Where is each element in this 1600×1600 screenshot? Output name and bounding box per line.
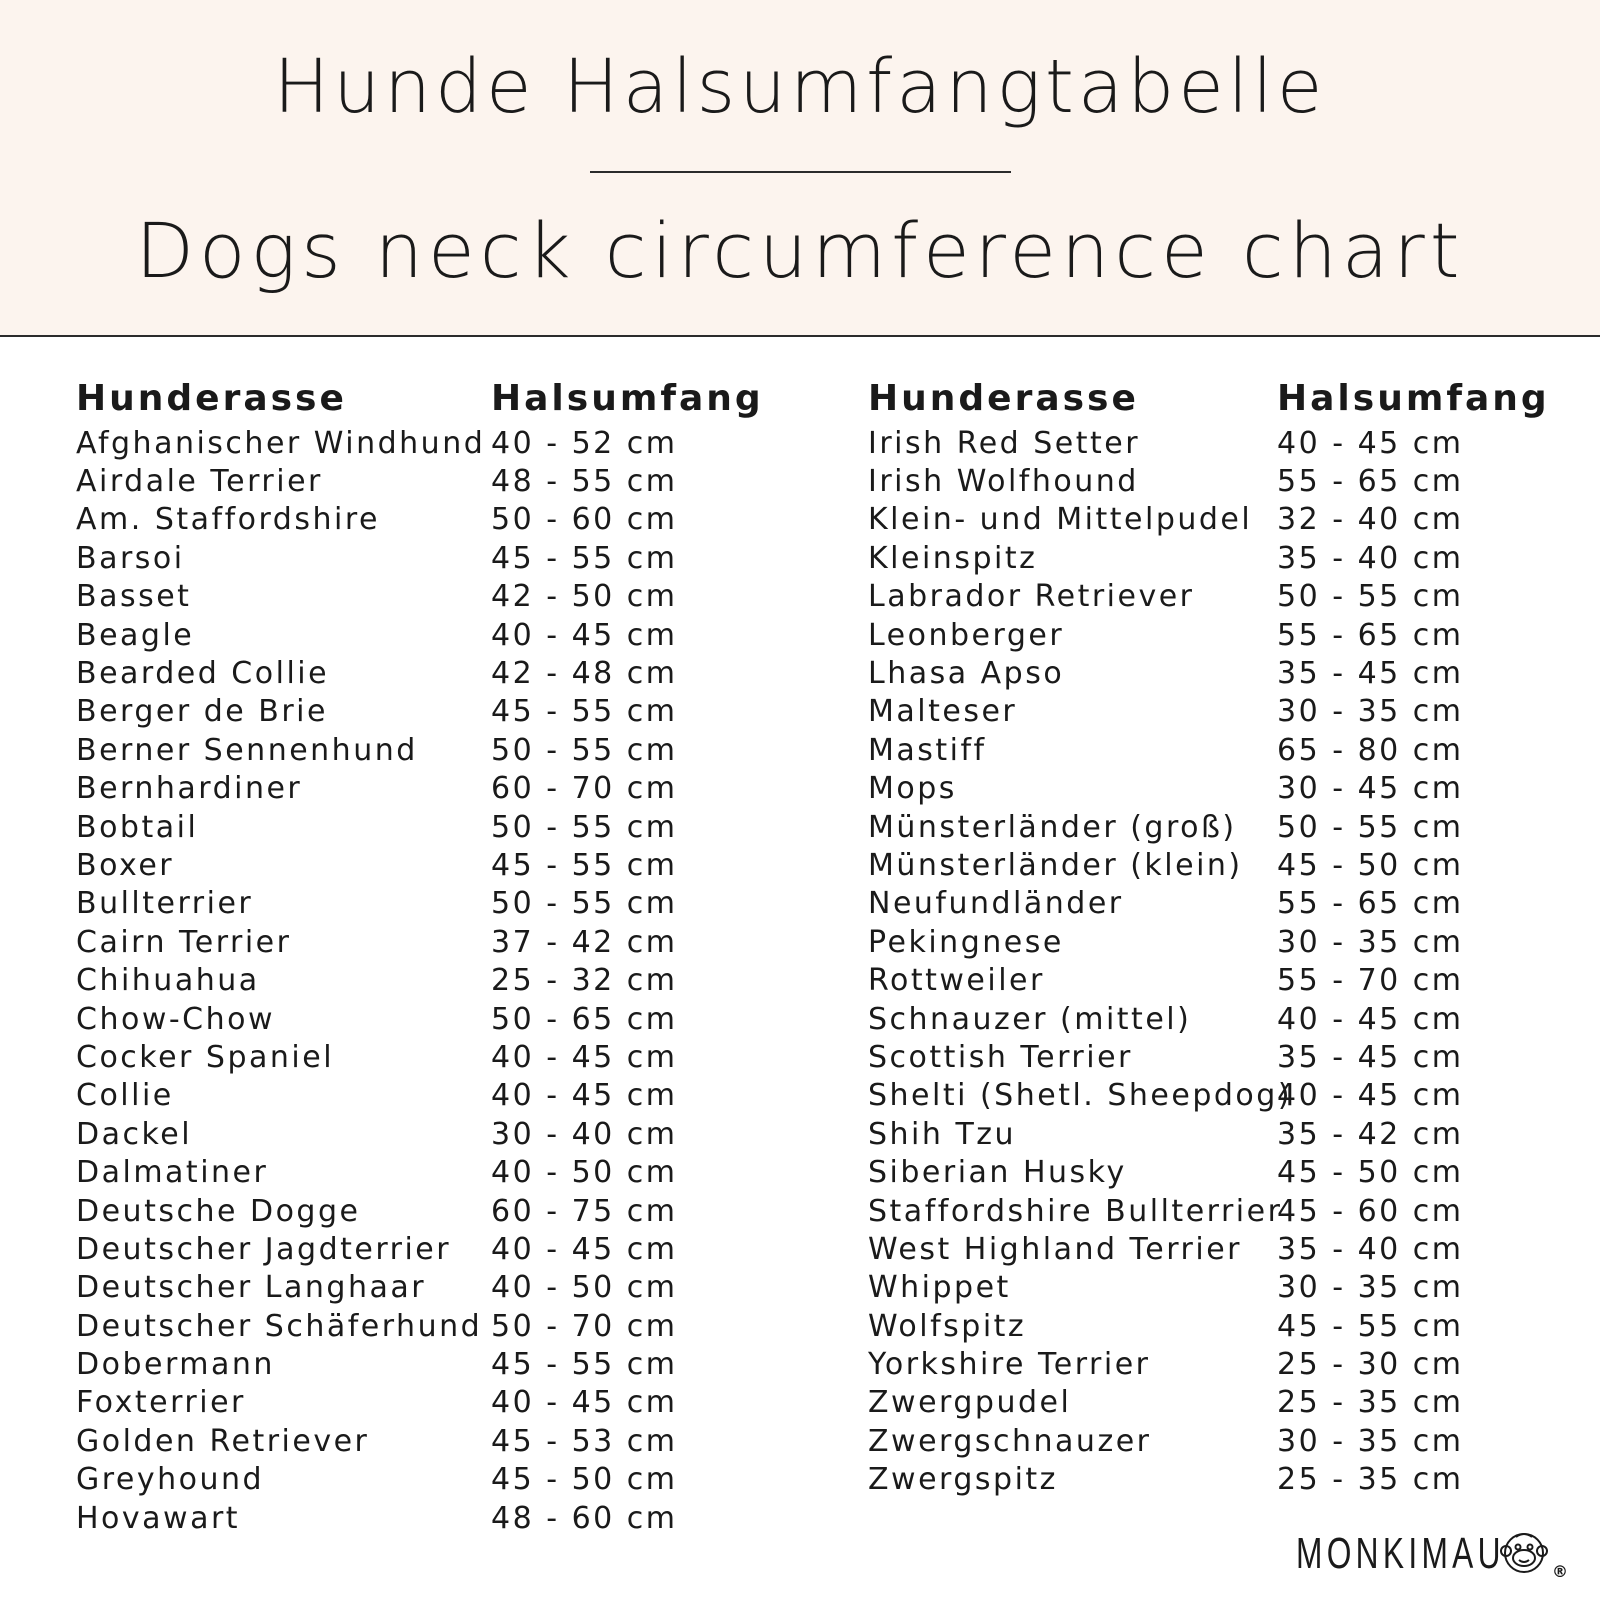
neck-range: 50 - 70 cm [491, 1308, 678, 1344]
neck-range: 40 - 45 cm [491, 1231, 678, 1267]
table-header [868, 372, 1577, 424]
neck-range: 60 - 70 cm [491, 771, 678, 807]
neck-range: 37 - 42 cm [491, 924, 678, 960]
breed-name: Deutsche Dogge [76, 1193, 361, 1229]
table-row [76, 808, 791, 846]
table-row [868, 1038, 1577, 1076]
table-row [868, 1307, 1577, 1345]
breed-name: Am. Staffordshire [76, 502, 380, 538]
neck-range: 30 - 35 cm [1277, 694, 1464, 730]
neck-range: 40 - 45 cm [1277, 1001, 1464, 1037]
breed-name: Leonberger [868, 617, 1065, 653]
breed-name: Mastiff [868, 732, 987, 768]
breed-name: Hovawart [76, 1500, 241, 1536]
registered-mark: ® [1552, 1562, 1568, 1581]
table-row [76, 731, 791, 769]
breed-name: Dobermann [76, 1347, 275, 1383]
neck-range: 60 - 75 cm [491, 1193, 678, 1229]
neck-range: 30 - 35 cm [1277, 1270, 1464, 1306]
table-row [868, 885, 1577, 923]
neck-column-header: Halsumfang [1277, 377, 1550, 419]
neck-range: 65 - 80 cm [1277, 732, 1464, 768]
breed-name: Irish Red Setter [868, 425, 1141, 461]
breed-name: Greyhound [76, 1462, 265, 1498]
table-row [868, 501, 1577, 539]
title-german: Hunde Halsumfangtabelle [273, 44, 1327, 130]
breed-name: Staffordshire Bullterrier [868, 1193, 1283, 1229]
neck-range: 25 - 32 cm [491, 963, 678, 999]
breed-name: Labrador Retriever [868, 579, 1195, 615]
neck-range: 40 - 45 cm [491, 1078, 678, 1114]
monkey-face-icon [1500, 1527, 1568, 1581]
table-row [868, 462, 1577, 500]
breed-name: Chow-Chow [76, 1001, 276, 1037]
neck-range: 40 - 50 cm [491, 1270, 678, 1306]
breed-name: Whippet [868, 1270, 1011, 1306]
table-row [76, 1077, 791, 1115]
breed-name: Klein- und Mittelpudel [868, 502, 1253, 538]
table-row [76, 424, 791, 462]
table-row [76, 1269, 791, 1307]
neck-range: 55 - 65 cm [1277, 886, 1464, 922]
table-row [76, 1115, 791, 1153]
breed-name: Cairn Terrier [76, 924, 292, 960]
breed-name: Boxer [76, 847, 175, 883]
table-row [868, 424, 1577, 462]
table-row [868, 1153, 1577, 1191]
breed-name: Schnauzer (mittel) [868, 1001, 1192, 1037]
neck-range: 30 - 35 cm [1277, 924, 1464, 960]
neck-range: 50 - 55 cm [491, 732, 678, 768]
neck-range: 25 - 30 cm [1277, 1347, 1464, 1383]
breed-name: Deutscher Langhaar [76, 1270, 427, 1306]
neck-range: 35 - 40 cm [1277, 540, 1464, 576]
neck-range: 50 - 55 cm [491, 886, 678, 922]
neck-range: 40 - 45 cm [1277, 425, 1464, 461]
table-header [76, 372, 791, 424]
neck-range: 48 - 60 cm [491, 1500, 678, 1536]
breed-name: Berner Sennenhund [76, 732, 418, 768]
table-row [868, 923, 1577, 961]
neck-range: 40 - 50 cm [491, 1155, 678, 1191]
breed-name: Wolfspitz [868, 1308, 1027, 1344]
breed-name: Deutscher Jagdterrier [76, 1231, 452, 1267]
table-row [76, 1384, 791, 1422]
breed-name: Dackel [76, 1116, 193, 1152]
neck-range: 45 - 60 cm [1277, 1193, 1464, 1229]
neck-range: 40 - 52 cm [491, 425, 678, 461]
breed-name: Berger de Brie [76, 694, 328, 730]
table-row [76, 923, 791, 961]
table-row [76, 961, 791, 999]
title-english: Dogs neck circumference chart [135, 206, 1465, 295]
neck-range: 40 - 45 cm [491, 1385, 678, 1421]
table-row [868, 1192, 1577, 1230]
table-row [76, 578, 791, 616]
neck-range: 45 - 50 cm [1277, 847, 1464, 883]
table-row [868, 578, 1577, 616]
breed-name: Neufundländer [868, 886, 1124, 922]
brand-wordmark: MONKIMAU [1296, 1529, 1505, 1578]
table-row [868, 961, 1577, 999]
neck-range: 45 - 50 cm [1277, 1155, 1464, 1191]
table-row [76, 462, 791, 500]
neck-range: 35 - 40 cm [1277, 1231, 1464, 1267]
table-row [868, 1077, 1577, 1115]
table-row [868, 1000, 1577, 1038]
breed-name: Rottweiler [868, 963, 1045, 999]
breed-name: Bearded Collie [76, 656, 330, 692]
neck-range: 50 - 60 cm [491, 502, 678, 538]
neck-range: 35 - 45 cm [1277, 656, 1464, 692]
table-row [76, 846, 791, 884]
table-left [76, 372, 791, 1537]
table-row [76, 1230, 791, 1268]
neck-range: 45 - 55 cm [491, 847, 678, 883]
breed-name: Deutscher Schäferhund [76, 1308, 483, 1344]
table-row [868, 1230, 1577, 1268]
breed-name: Yorkshire Terrier [868, 1347, 1151, 1383]
breed-name: Cocker Spaniel [76, 1039, 335, 1075]
breed-name: Foxterrier [76, 1385, 246, 1421]
table-row [868, 731, 1577, 769]
breed-name: Airdale Terrier [76, 464, 323, 500]
breed-name: Collie [76, 1078, 174, 1114]
breed-name: Afghanischer Windhund [76, 425, 486, 461]
table-body-left [76, 424, 791, 1537]
table-row [76, 1153, 791, 1191]
table-row [76, 770, 791, 808]
neck-range: 50 - 55 cm [491, 809, 678, 845]
table-row [76, 1000, 791, 1038]
title-divider [590, 171, 1011, 173]
breed-name: Mops [868, 771, 957, 807]
breed-name: West Highland Terrier [868, 1231, 1243, 1267]
breed-name: Pekingnese [868, 924, 1064, 960]
breed-name: Barsoi [76, 540, 185, 576]
header-banner [0, 0, 1600, 337]
breed-name: Shih Tzu [868, 1116, 1017, 1152]
breed-name: Scottish Terrier [868, 1039, 1133, 1075]
neck-range: 35 - 42 cm [1277, 1116, 1464, 1152]
table-row [76, 1422, 791, 1460]
table-row [76, 1307, 791, 1345]
neck-range: 30 - 35 cm [1277, 1423, 1464, 1459]
neck-range: 45 - 53 cm [491, 1423, 678, 1459]
table-row [76, 1345, 791, 1383]
table-row [868, 1384, 1577, 1422]
table-row [76, 1192, 791, 1230]
neck-range: 25 - 35 cm [1277, 1385, 1464, 1421]
neck-range: 45 - 55 cm [491, 540, 678, 576]
neck-range: 45 - 55 cm [491, 694, 678, 730]
table-row [868, 539, 1577, 577]
neck-range: 32 - 40 cm [1277, 502, 1464, 538]
breed-name: Kleinspitz [868, 540, 1038, 576]
breed-name: Münsterländer (klein) [868, 847, 1243, 883]
table-row [868, 693, 1577, 731]
neck-range: 45 - 55 cm [1277, 1308, 1464, 1344]
breed-name: Dalmatiner [76, 1155, 269, 1191]
table-row [76, 693, 791, 731]
table-row [868, 1345, 1577, 1383]
neck-range: 55 - 70 cm [1277, 963, 1464, 999]
neck-range: 25 - 35 cm [1277, 1462, 1464, 1498]
table-row [76, 1499, 791, 1537]
table-row [76, 1038, 791, 1076]
table-row [868, 616, 1577, 654]
table-row [76, 885, 791, 923]
table-row [868, 1115, 1577, 1153]
neck-column-header: Halsumfang [491, 377, 764, 419]
breed-name: Beagle [76, 617, 195, 653]
table-row [76, 1461, 791, 1499]
table-row [868, 1422, 1577, 1460]
breed-name: Münsterländer (groß) [868, 809, 1237, 845]
table-row [76, 501, 791, 539]
neck-range: 40 - 45 cm [1277, 1078, 1464, 1114]
neck-range: 48 - 55 cm [491, 464, 678, 500]
neck-range: 55 - 65 cm [1277, 617, 1464, 653]
table-row [868, 1269, 1577, 1307]
table-right [868, 372, 1577, 1499]
neck-range: 30 - 40 cm [491, 1116, 678, 1152]
neck-range: 42 - 48 cm [491, 656, 678, 692]
neck-range: 30 - 45 cm [1277, 771, 1464, 807]
breed-name: Bullterrier [76, 886, 254, 922]
neck-range: 55 - 65 cm [1277, 464, 1464, 500]
neck-range: 40 - 45 cm [491, 617, 678, 653]
neck-range: 45 - 55 cm [491, 1347, 678, 1383]
breed-name: Basset [76, 579, 192, 615]
breed-name: Zwergpudel [868, 1385, 1072, 1421]
breed-name: Shelti (Shetl. Sheepdog) [868, 1078, 1293, 1114]
table-row [868, 1461, 1577, 1499]
brand-logo [1296, 1524, 1568, 1584]
table-row [868, 846, 1577, 884]
table-row [76, 616, 791, 654]
breed-name: Bernhardiner [76, 771, 303, 807]
breed-name: Lhasa Apso [868, 656, 1065, 692]
neck-range: 50 - 55 cm [1277, 809, 1464, 845]
neck-range: 50 - 55 cm [1277, 579, 1464, 615]
table-row [76, 654, 791, 692]
breed-column-header: Hunderasse [868, 377, 1139, 419]
breed-name: Chihuahua [76, 963, 260, 999]
table-body-right [868, 424, 1577, 1499]
breed-name: Golden Retriever [76, 1423, 370, 1459]
breed-column-header: Hunderasse [76, 377, 347, 419]
table-row [868, 808, 1577, 846]
breed-name: Zwergschnauzer [868, 1423, 1152, 1459]
breed-name: Bobtail [76, 809, 199, 845]
neck-range: 35 - 45 cm [1277, 1039, 1464, 1075]
table-row [76, 539, 791, 577]
neck-range: 45 - 50 cm [491, 1462, 678, 1498]
neck-range: 42 - 50 cm [491, 579, 678, 615]
table-row [868, 770, 1577, 808]
breed-name: Siberian Husky [868, 1155, 1127, 1191]
neck-range: 40 - 45 cm [491, 1039, 678, 1075]
table-row [868, 654, 1577, 692]
breed-name: Zwergspitz [868, 1462, 1058, 1498]
neck-range: 50 - 65 cm [491, 1001, 678, 1037]
breed-name: Irish Wolfhound [868, 464, 1139, 500]
breed-name: Malteser [868, 694, 1018, 730]
